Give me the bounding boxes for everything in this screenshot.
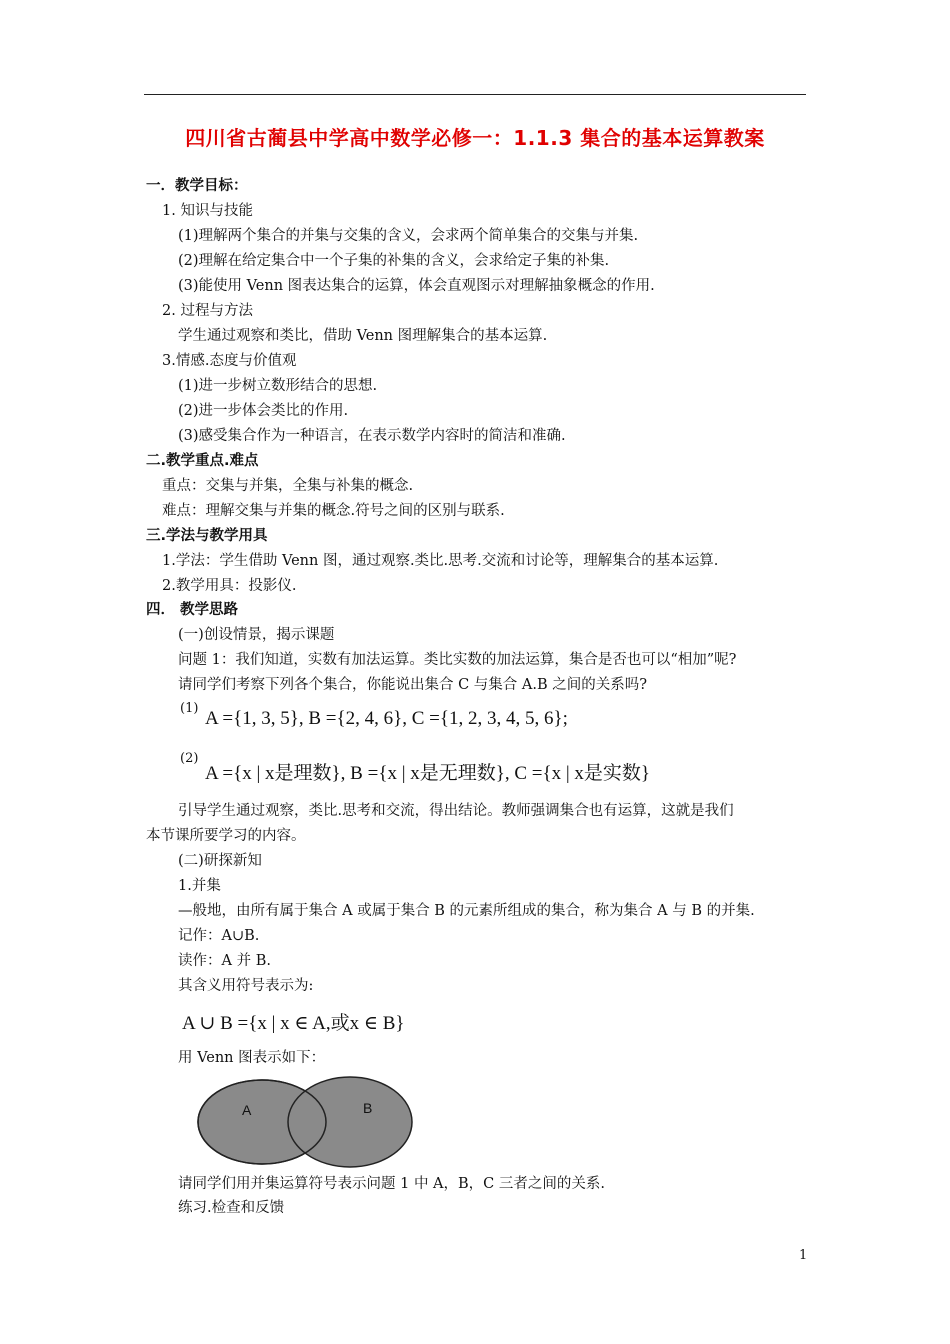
venn-label-b: B bbox=[363, 1100, 373, 1116]
union-notation: 记作：A∪B. bbox=[178, 928, 260, 944]
objective-3-3: (3)感受集合作为一种语言，在表示数学内容时的简洁和准确. bbox=[178, 428, 566, 444]
venn-diagram bbox=[190, 1070, 420, 1174]
header-rule bbox=[144, 94, 806, 95]
part-1-heading: (一)创设情景，揭示课题 bbox=[178, 627, 335, 643]
page-number: 1 bbox=[799, 1248, 808, 1263]
union-definition: —般地，由所有属于集合 A 或属于集合 B 的元素所组成的集合，称为集合 A 与 B 的并集. bbox=[178, 903, 755, 919]
question-1: 问题 1：我们知道，实数有加法运算。类比实数的加法运算，集合是否也可以“相加”呢? bbox=[178, 652, 737, 668]
subheading-attitude: 3.情感.态度与价值观 bbox=[162, 353, 297, 369]
guidance-line-1: 引导学生通过观察，类比.思考和交流，得出结论。教师强调集合也有运算，这就是我们 bbox=[178, 803, 734, 819]
union-heading: 1.并集 bbox=[178, 878, 221, 894]
objective-3-1: (1)进一步树立数形结合的思想. bbox=[178, 378, 378, 394]
example-1-equation: A ={1, 3, 5}, B ={2, 4, 6}, C ={1, 2, 3, 4, 5, 6}; bbox=[205, 708, 568, 729]
union-reading: 读作：A 并 B. bbox=[178, 953, 271, 969]
union-formula: A ∪ B ={x | x ∈ A,或x ∈ B} bbox=[182, 1013, 405, 1034]
subheading-process: 2. 过程与方法 bbox=[162, 303, 253, 319]
practice-heading: 练习.检查和反馈 bbox=[178, 1200, 285, 1216]
teaching-tools: 2.教学用具：投影仪. bbox=[162, 578, 297, 594]
section-3-heading: 三.学法与教学用具 bbox=[146, 528, 268, 544]
section-2-heading: 二.教学重点.难点 bbox=[146, 453, 259, 469]
section-4-heading: 四． 教学思路 bbox=[146, 602, 239, 618]
example-1-number: (1) bbox=[180, 701, 199, 716]
example-2-equation: A ={x | x是理数}, B ={x | x是无理数}, C ={x | x是实数} bbox=[205, 763, 651, 784]
section-1-heading: 一．教学目标： bbox=[146, 178, 248, 194]
objective-3-2: (2)进一步体会类比的作用. bbox=[178, 403, 349, 419]
document-title: 四川省古蔺县中学高中数学必修一：1.1.3 集合的基本运算教案 bbox=[185, 126, 765, 150]
subheading-knowledge: 1. 知识与技能 bbox=[162, 203, 253, 219]
union-meaning: 其含义用符号表示为: bbox=[178, 978, 314, 994]
part-2-heading: (二)研探新知 bbox=[178, 853, 262, 869]
venn-label-a: A bbox=[242, 1102, 252, 1118]
venn-set-b bbox=[288, 1077, 412, 1167]
example-2-number: (2) bbox=[180, 751, 199, 766]
objective-1-1: (1)理解两个集合的并集与交集的含义，会求两个简单集合的交集与并集. bbox=[178, 228, 639, 244]
objective-1-3: (3)能使用 Venn 图表达集合的运算，体会直观图示对理解抽象概念的作用. bbox=[178, 278, 655, 294]
difficult-points: 难点：理解交集与并集的概念.符号之间的区别与联系. bbox=[162, 503, 505, 519]
guidance-line-2: 本节课所要学习的内容。 bbox=[146, 828, 306, 844]
objective-2-1: 学生通过观察和类比，借助 Venn 图理解集合的基本运算. bbox=[178, 328, 548, 344]
question-1-prompt: 请同学们考察下列各个集合，你能说出集合 C 与集合 A.B 之间的关系吗? bbox=[178, 677, 648, 693]
venn-intro: 用 Venn 图表示如下： bbox=[178, 1050, 326, 1066]
union-exercise: 请同学们用并集运算符号表示问题 1 中 A，B，C 三者之间的关系. bbox=[178, 1176, 605, 1192]
study-method: 1.学法：学生借助 Venn 图，通过观察.类比.思考.交流和讨论等，理解集合的基本运算. bbox=[162, 553, 719, 569]
key-points: 重点：交集与并集，全集与补集的概念. bbox=[162, 478, 414, 494]
objective-1-2: (2)理解在给定集合中一个子集的补集的含义，会求给定子集的补集. bbox=[178, 253, 610, 269]
